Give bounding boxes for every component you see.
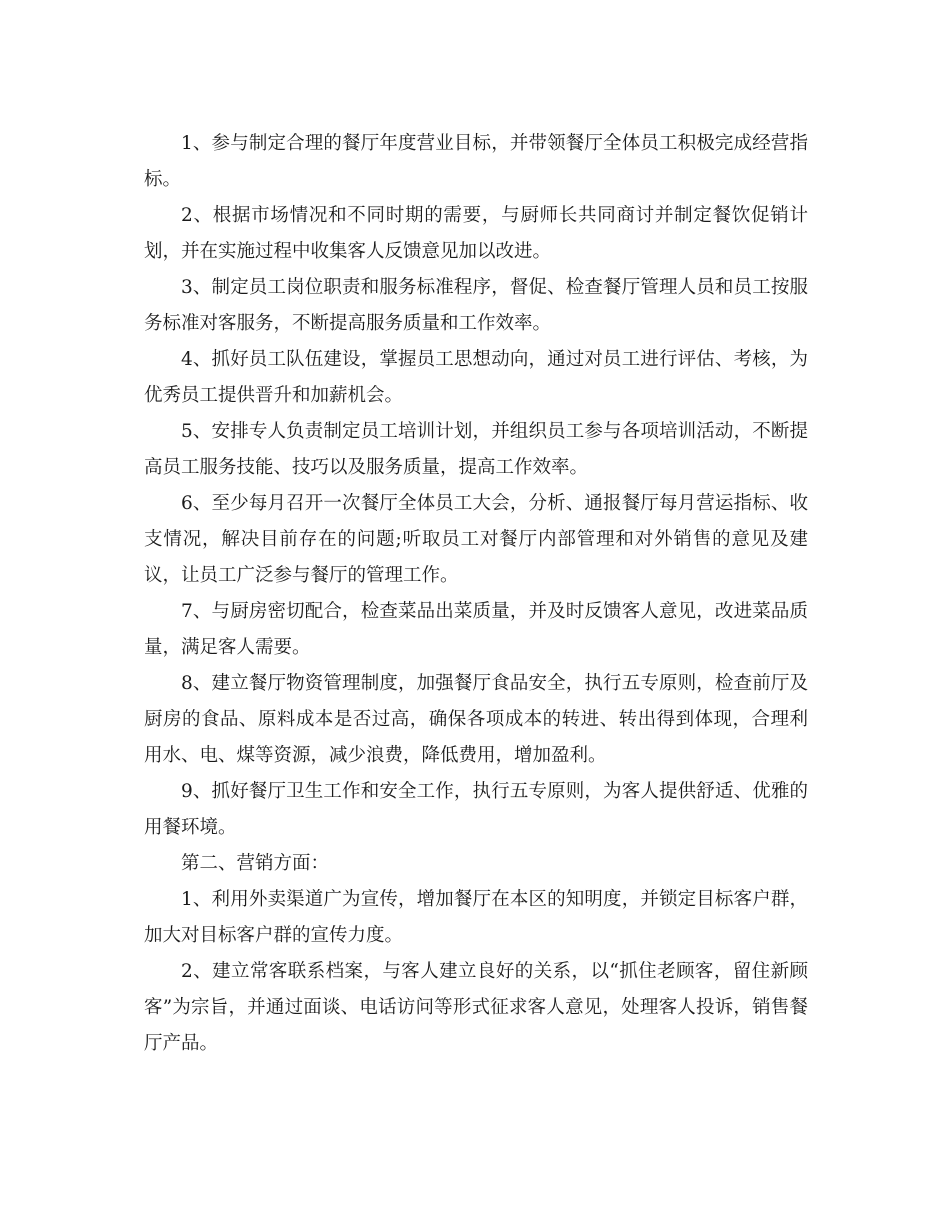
paragraph-duty-2: 2、根据市场情况和不同时期的需要，与厨师长共同商讨并制定餐饮促销计划，并在实施过程中收集客人反馈意见加以改进。 bbox=[144, 205, 808, 262]
paragraph-duty-4: 4、抓好员工队伍建设，掌握员工思想动向，通过对员工进行评估、考核，为优秀员工提供晋升和加薪机会。 bbox=[144, 349, 808, 406]
paragraph-duty-8: 8、建立餐厅物资管理制度，加强餐厅食品安全，执行五专原则，检查前厅及厨房的食品、原料成本是否过高，确保各项成本的转进、转出得到体现，合理利用水、电、煤等资源，减少浪费，降低费用，增加盈利。 bbox=[144, 673, 808, 766]
paragraph-duty-1: 1、参与制定合理的餐厅年度营业目标，并带领餐厅全体员工积极完成经营指标。 bbox=[144, 133, 808, 190]
paragraph-marketing-1: 1、利用外卖渠道广为宣传，增加餐厅在本区的知明度，并锁定目标客户群，加大对目标客户群的宣传力度。 bbox=[144, 889, 808, 946]
document-body bbox=[144, 126, 808, 1062]
paragraph-duty-5: 5、安排专人负责制定员工培训计划，并组织员工参与各项培训活动，不断提高员工服务技能、技巧以及服务质量，提高工作效率。 bbox=[144, 421, 808, 478]
section-heading-marketing: 第二、营销方面： bbox=[181, 853, 330, 874]
paragraph-duty-6: 6、至少每月召开一次餐厅全体员工大会，分析、通报餐厅每月营运指标、收支情况，解决目前存在的问题;听取员工对餐厅内部管理和对外销售的意见及建议，让员工广泛参与餐厅的管理工作。 bbox=[144, 493, 808, 586]
paragraph-marketing-2: 2、建立常客联系档案，与客人建立良好的关系，以“抓住老顾客，留住新顾客”为宗旨，并通过面谈、电话访问等形式征求客人意见，处理客人投诉，销售餐厅产品。 bbox=[144, 961, 808, 1054]
paragraph-duty-7: 7、与厨房密切配合，检查菜品出菜质量，并及时反馈客人意见，改进菜品质量，满足客人需要。 bbox=[144, 601, 808, 658]
paragraph-duty-9: 9、抓好餐厅卫生工作和安全工作，执行五专原则，为客人提供舒适、优雅的用餐环境。 bbox=[144, 781, 808, 838]
paragraph-duty-3: 3、制定员工岗位职责和服务标准程序，督促、检查餐厅管理人员和员工按服务标准对客服务，不断提高服务质量和工作效率。 bbox=[144, 277, 808, 334]
